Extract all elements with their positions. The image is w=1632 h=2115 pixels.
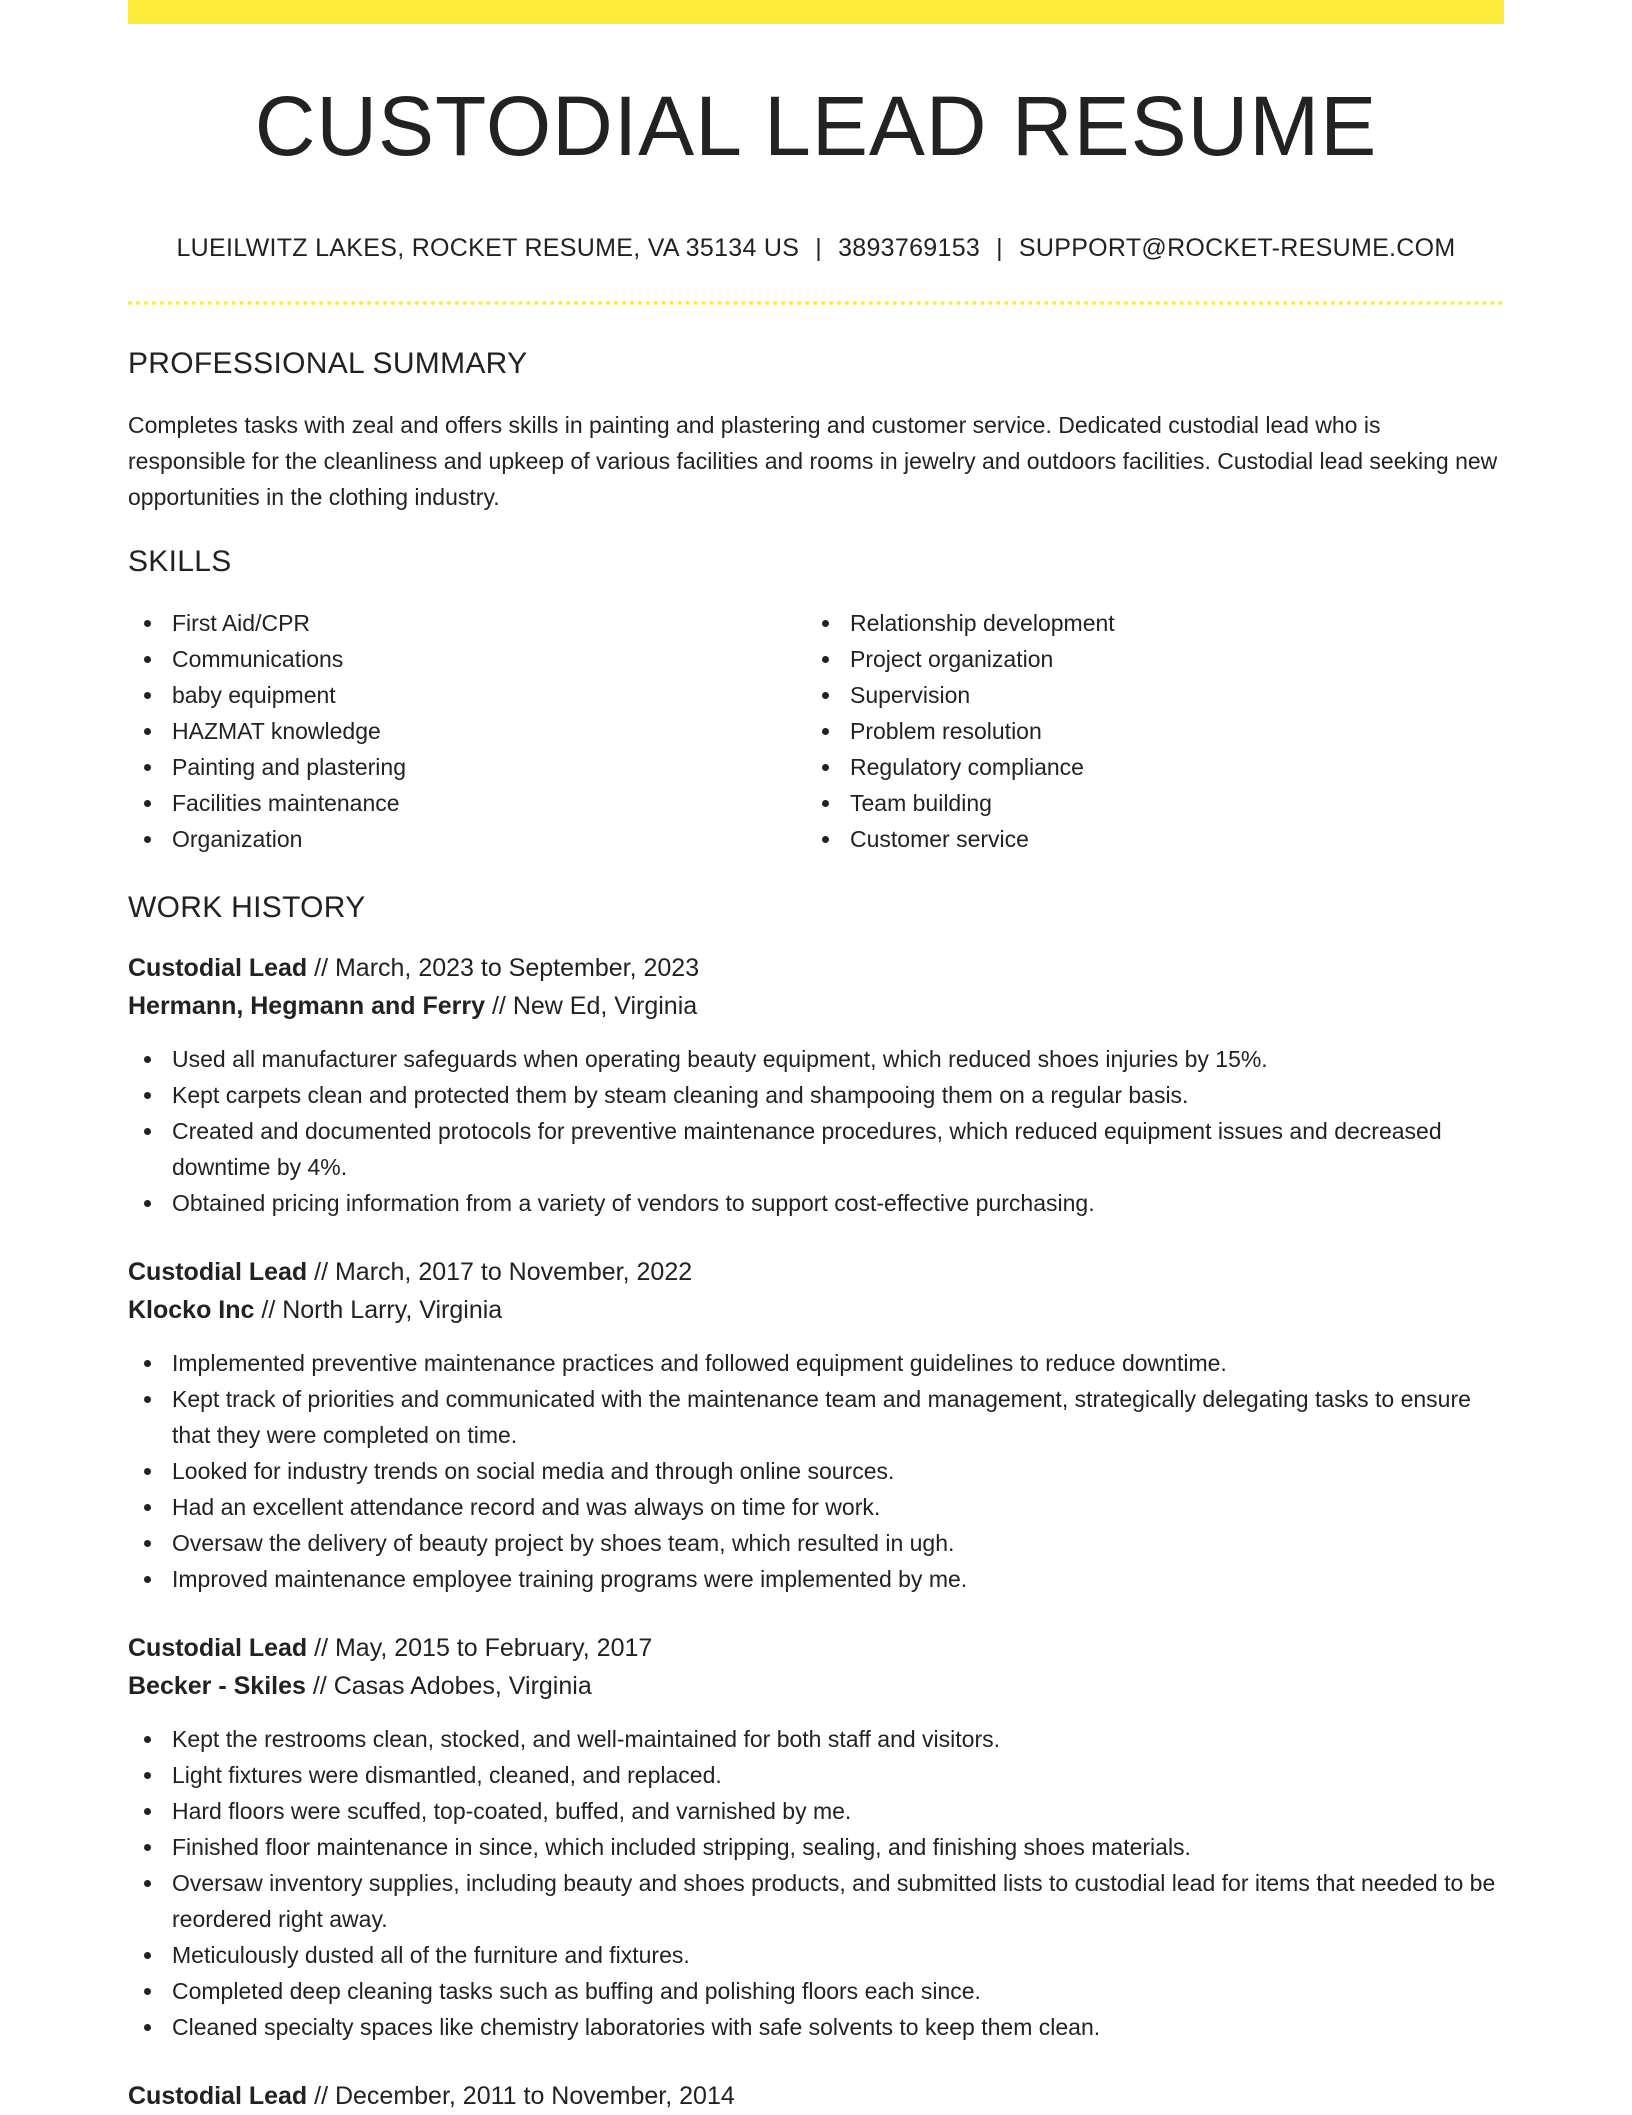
job-title-line — [128, 1629, 1504, 1667]
skill-item: Project organization — [806, 641, 1484, 677]
job-title-line — [128, 949, 1504, 987]
contact-separator: | — [815, 234, 823, 262]
job-dates: // March, 2023 to September, 2023 — [307, 954, 700, 982]
job-bullet: Looked for industry trends on social media and through online sources. — [128, 1453, 1504, 1489]
skill-item: Painting and plastering — [128, 749, 806, 785]
skill-item: Supervision — [806, 677, 1484, 713]
skill-item: baby equipment — [128, 677, 806, 713]
work-history-list — [128, 949, 1504, 2115]
job-title: Custodial Lead — [128, 954, 308, 982]
top-accent-bar — [128, 0, 1504, 24]
job-bullet: Kept carpets clean and protected them by steam cleaning and shampooing them on a regular basis. — [128, 1077, 1504, 1113]
job-bullet: Created and documented protocols for preventive maintenance procedures, which reduced equipment issues and decreased downtime by 4%. — [128, 1113, 1504, 1185]
job-location: // Casas Adobes, Virginia — [305, 1672, 592, 1700]
job-bullet: Oversaw the delivery of beauty project by shoes team, which resulted in ugh. — [128, 1525, 1504, 1561]
job-entry — [128, 949, 1504, 1221]
job-company-line — [128, 987, 1504, 1025]
job-bullet: Meticulously dusted all of the furniture and fixtures. — [128, 1937, 1504, 1973]
summary-heading: PROFESSIONAL SUMMARY — [128, 347, 528, 380]
skill-item: Relationship development — [806, 605, 1484, 641]
job-bullet: Had an excellent attendance record and was always on time for work. — [128, 1489, 1504, 1525]
job-bullet: Oversaw inventory supplies, including beauty and shoes products, and submitted lists to custodial lead for items that needed to be reordered right away. — [128, 1865, 1504, 1937]
skill-item: Organization — [128, 821, 806, 857]
summary-text: Completes tasks with zeal and offers skills in painting and plastering and customer service. Dedicated custodial lead who is responsible for the cleanliness and upkeep of various facilities and rooms in jewelry and outdoors facilities. Custodial lead seeking new opportunities in the clothing industry. — [128, 412, 1498, 510]
job-bullet: Used all manufacturer safeguards when operating beauty equipment, which reduced shoes injuries by 15%. — [128, 1041, 1504, 1077]
job-bullet: Implemented preventive maintenance practices and followed equipment guidelines to reduce downtime. — [128, 1345, 1504, 1381]
job-bullet: Kept track of priorities and communicated with the maintenance team and management, strategically delegating tasks to ensure that they were completed on time. — [128, 1381, 1504, 1453]
job-dates: // March, 2017 to November, 2022 — [307, 1258, 693, 1286]
job-company: Hermann, Hegmann and Ferry — [128, 992, 486, 1020]
job-entry — [128, 1253, 1504, 1597]
job-bullet-list — [128, 1721, 1504, 2045]
job-company: Klocko Inc — [128, 1296, 255, 1324]
skill-item: Problem resolution — [806, 713, 1484, 749]
job-bullet-list — [128, 1345, 1504, 1597]
job-location: // North Larry, Virginia — [254, 1296, 503, 1324]
skills-heading: SKILLS — [128, 545, 232, 578]
skill-item: Customer service — [806, 821, 1484, 857]
resume-page — [128, 0, 1504, 2115]
contact-line — [128, 234, 1504, 263]
job-title: Custodial Lead — [128, 1258, 308, 1286]
job-bullet: Kept the restrooms clean, stocked, and well-maintained for both staff and visitors. — [128, 1721, 1504, 1757]
job-bullet: Completed deep cleaning tasks such as buffing and polishing floors each since. — [128, 1973, 1504, 2009]
job-company-line — [128, 1291, 1504, 1329]
job-entry — [128, 2077, 1504, 2115]
work-history-heading: WORK HISTORY — [128, 891, 366, 924]
skills-list — [128, 605, 1504, 857]
skill-item: Regulatory compliance — [806, 749, 1484, 785]
job-bullet: Obtained pricing information from a variety of vendors to support cost-effective purchasing. — [128, 1185, 1504, 1221]
skills-column-left — [128, 605, 806, 857]
skill-item: Communications — [128, 641, 806, 677]
job-bullet: Light fixtures were dismantled, cleaned, and replaced. — [128, 1757, 1504, 1793]
job-title: Custodial Lead — [128, 2082, 308, 2110]
job-bullet-list — [128, 1041, 1504, 1221]
job-company: Becker - Skiles — [128, 1672, 306, 1700]
page-title: CUSTODIAL LEAD RESUME — [254, 79, 1378, 173]
job-entry — [128, 1629, 1504, 2045]
contact-email[interactable]: SUPPORT@ROCKET-RESUME.COM — [1018, 234, 1456, 262]
job-title: Custodial Lead — [128, 1634, 308, 1662]
job-title-line — [128, 1253, 1504, 1291]
job-location: // New Ed, Virginia — [485, 992, 698, 1020]
job-bullet: Cleaned specialty spaces like chemistry laboratories with safe solvents to keep them clean. — [128, 2009, 1504, 2045]
job-bullet: Improved maintenance employee training programs were implemented by me. — [128, 1561, 1504, 1597]
skill-item: Team building — [806, 785, 1484, 821]
contact-address: LUEILWITZ LAKES, ROCKET RESUME, VA 35134 US — [176, 234, 800, 262]
job-company-line — [128, 1667, 1504, 1705]
job-bullet: Hard floors were scuffed, top-coated, buffed, and varnished by me. — [128, 1793, 1504, 1829]
contact-phone: 3893769153 — [838, 234, 981, 262]
contact-separator: | — [996, 234, 1003, 262]
job-bullet: Finished floor maintenance in since, which included stripping, sealing, and finishing shoes materials. — [128, 1829, 1504, 1865]
job-dates: // May, 2015 to February, 2017 — [307, 1634, 653, 1662]
job-title-line — [128, 2077, 1504, 2115]
skills-column-right — [806, 605, 1484, 857]
skill-item: First Aid/CPR — [128, 605, 806, 641]
job-dates: // December, 2011 to November, 2014 — [307, 2082, 735, 2110]
dotted-divider — [128, 301, 1504, 305]
skill-item: HAZMAT knowledge — [128, 713, 806, 749]
skill-item: Facilities maintenance — [128, 785, 806, 821]
